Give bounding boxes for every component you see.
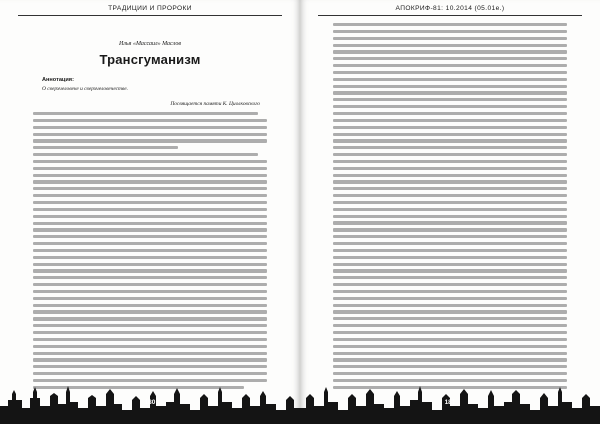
text-line-placeholder (333, 126, 567, 129)
text-line-placeholder (33, 187, 267, 190)
text-line-placeholder (33, 167, 267, 170)
text-line-placeholder (33, 372, 267, 375)
body-text-left (33, 112, 267, 393)
text-line-placeholder (33, 139, 267, 142)
text-line-placeholder (33, 112, 258, 115)
running-header-left: ТРАДИЦИИ И ПРОРОКИ (108, 5, 192, 12)
text-line-placeholder (33, 290, 267, 293)
text-line-placeholder (333, 71, 567, 74)
text-line-placeholder (333, 263, 567, 266)
dedication: Посвящается памяти К. Циолковского (170, 101, 260, 107)
text-line-placeholder (33, 235, 267, 238)
text-line-placeholder (333, 372, 567, 375)
text-line-placeholder (333, 297, 567, 300)
text-line-placeholder (33, 215, 267, 218)
text-line-placeholder (333, 23, 567, 26)
text-line-placeholder (33, 338, 267, 341)
text-line-placeholder (33, 263, 267, 266)
text-line-placeholder (333, 57, 567, 60)
text-line-placeholder (33, 358, 267, 361)
text-line-placeholder (333, 85, 567, 88)
text-line-placeholder (333, 249, 567, 252)
text-line-placeholder (333, 215, 567, 218)
text-line-placeholder (333, 139, 567, 142)
text-line-placeholder (33, 126, 267, 129)
text-line-placeholder (33, 379, 267, 382)
text-line-placeholder (33, 201, 267, 204)
text-line-placeholder (333, 153, 567, 156)
body-text-right (333, 23, 567, 393)
text-line-placeholder (33, 365, 267, 368)
text-line-placeholder (333, 290, 567, 293)
right-page (300, 0, 600, 424)
text-line-placeholder (333, 112, 567, 115)
text-line-placeholder (33, 194, 267, 197)
text-line-placeholder (333, 379, 567, 382)
text-line-placeholder (333, 160, 567, 163)
text-line-placeholder (33, 269, 267, 272)
text-line-placeholder (333, 194, 567, 197)
text-line-placeholder (333, 221, 567, 224)
text-line-placeholder (33, 160, 267, 163)
text-line-placeholder (333, 235, 567, 238)
text-line-placeholder (33, 242, 267, 245)
text-line-placeholder (33, 180, 267, 183)
text-line-placeholder (333, 44, 567, 47)
text-line-placeholder (333, 228, 567, 231)
text-line-placeholder (333, 180, 567, 183)
text-line-placeholder (333, 256, 567, 259)
text-line-placeholder (333, 133, 567, 136)
text-line-placeholder (333, 269, 567, 272)
text-line-placeholder (33, 153, 258, 156)
text-line-placeholder (333, 167, 567, 170)
text-line-placeholder (333, 345, 567, 348)
running-header-right: АПОКРИФ-81: 10.2014 (05.01e.) (395, 5, 505, 12)
text-line-placeholder (333, 187, 567, 190)
text-line-placeholder (333, 276, 567, 279)
text-line-placeholder (33, 119, 267, 122)
text-line-placeholder (333, 283, 567, 286)
text-line-placeholder (33, 228, 267, 231)
article-author: Илья «Массаил» Маслов (118, 41, 182, 47)
text-line-placeholder (33, 222, 267, 225)
article-title: Трансгуманизм (99, 52, 201, 67)
text-line-placeholder (333, 119, 567, 122)
text-line-placeholder (33, 133, 267, 136)
text-line-placeholder (333, 64, 567, 67)
annotation-label: Аннотация: (42, 77, 74, 83)
text-line-placeholder (33, 345, 267, 348)
text-line-placeholder (33, 146, 178, 149)
text-line-placeholder (333, 201, 567, 204)
text-line-placeholder (33, 304, 267, 307)
text-line-placeholder (33, 208, 267, 211)
text-line-placeholder (333, 331, 567, 334)
text-line-placeholder (33, 331, 267, 334)
annotation-text: О сверхчеловеке и сверхчеловечестве. (42, 86, 129, 92)
header-rule-right (318, 15, 582, 16)
page-number-right: 181 (444, 399, 456, 406)
text-line-placeholder (33, 352, 267, 355)
text-line-placeholder (33, 297, 267, 300)
text-line-placeholder (333, 105, 567, 108)
text-line-placeholder (33, 276, 267, 279)
text-line-placeholder (333, 208, 567, 211)
text-line-placeholder (33, 317, 267, 320)
text-line-placeholder (333, 50, 567, 53)
text-line-placeholder (333, 30, 567, 33)
text-line-placeholder (333, 324, 567, 327)
text-line-placeholder (333, 98, 567, 101)
text-line-placeholder (333, 146, 567, 149)
text-line-placeholder (333, 37, 567, 40)
text-line-placeholder (333, 304, 567, 307)
text-line-placeholder (33, 324, 267, 327)
text-line-placeholder (333, 358, 567, 361)
text-line-placeholder (333, 174, 567, 177)
text-line-placeholder (333, 317, 567, 320)
text-line-placeholder (333, 365, 567, 368)
text-line-placeholder (333, 78, 567, 81)
text-line-placeholder (33, 283, 267, 286)
header-rule-left (18, 15, 282, 16)
text-line-placeholder (333, 352, 567, 355)
text-line-placeholder (333, 310, 567, 313)
text-line-placeholder (333, 338, 567, 341)
text-line-placeholder (33, 256, 267, 259)
text-line-placeholder (333, 242, 567, 245)
page-number-left: 180 (144, 399, 156, 406)
text-line-placeholder (33, 310, 267, 313)
text-line-placeholder (333, 91, 567, 94)
text-line-placeholder (33, 174, 267, 177)
text-line-placeholder (33, 249, 267, 252)
